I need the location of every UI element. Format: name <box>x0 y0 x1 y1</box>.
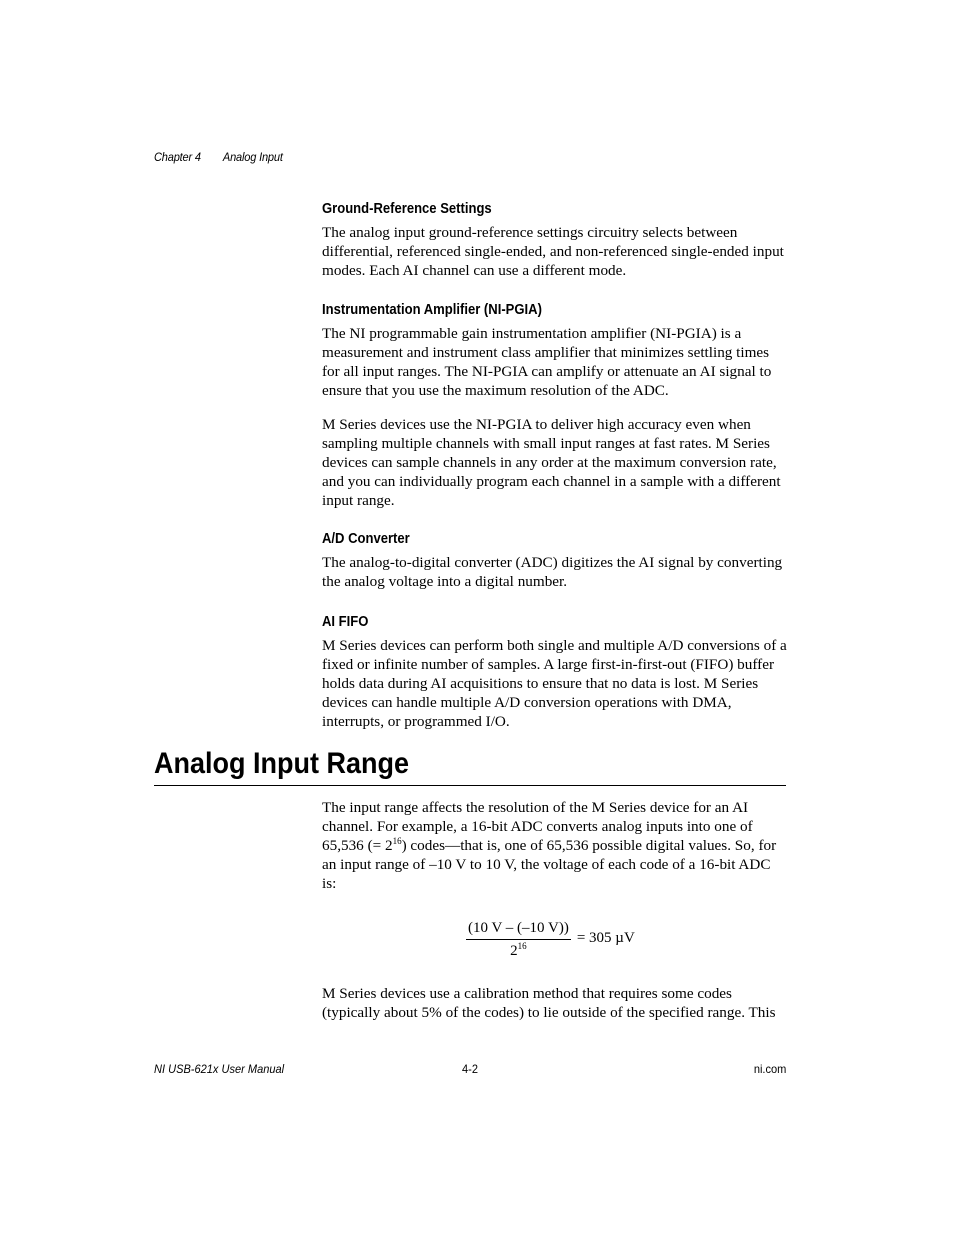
paragraph: M Series devices use a calibration method that requires some codes (typically about 5% of the codes) to lie outside of the specified range. This <box>322 985 776 1021</box>
paragraph: The NI programmable gain instrumentation amplifier (NI-PGIA) is a measurement and instrument class amplifier that minimizes settling times for all input ranges. The NI-PGIA can amplify or attenuate an AI signal to ensure that you use the maximum resolution of the ADC. <box>322 325 772 399</box>
section-heading: A/D Converter <box>322 531 410 547</box>
paragraph: The analog-to-digital converter (ADC) digitizes the AI signal by converting the analog voltage into a digital number. <box>322 554 783 590</box>
section-heading: AI FIFO <box>322 614 369 630</box>
section-title: Analog Input Range <box>154 747 409 780</box>
paragraph <box>322 798 787 893</box>
analog-input-range-body <box>322 798 787 893</box>
denominator-base: 2 <box>510 943 518 959</box>
paragraph: M Series devices can perform both single and multiple A/D conversions of a fixed or infinite number of samples. A large first-in-first-out (FIFO) buffer holds data during AI acquisitions to ensure that no data is lost. M Series devices can handle multiple A/D conversion operations with DMA, interrupts, or programmed I/O. <box>322 637 787 730</box>
paragraph: The analog input ground-reference settings circuitry selects between differential, referenced single-ended, and non-referenced single-ended input modes. Each AI channel can use a different mode. <box>322 224 784 279</box>
equation-result: = 305 µV <box>576 930 635 946</box>
chapter-label: Chapter 4 <box>154 150 201 164</box>
fraction <box>466 919 571 960</box>
denominator-exponent: 16 <box>517 941 527 951</box>
intro-text: The input range affects the resolution of the M Series device for an AI channel. For example, a 16-bit ADC converts analog inputs into one of 65,536 (= 2 <box>322 799 753 854</box>
numerator: (10 V – (–10 V)) <box>466 919 571 940</box>
section-ad-converter <box>322 530 787 591</box>
section-heading: Instrumentation Amplifier (NI-PGIA) <box>322 302 542 318</box>
footer-page-number: 4-2 <box>462 1062 478 1076</box>
section-heading: Ground-Reference Settings <box>322 201 492 217</box>
exponent: 16 <box>392 835 402 846</box>
paragraph: M Series devices use the NI-PGIA to deliver high accuracy even when sampling multiple channels with small input ranges at fast rates. M Series devices can sample channels in any order at the maximum conversion rate, and you can individually program each channel in a sample with a different input range. <box>322 416 781 509</box>
resolution-equation <box>466 919 635 960</box>
denominator <box>510 940 527 960</box>
section-ground-reference <box>322 200 787 280</box>
footer-manual-title: NI USB-621x User Manual <box>154 1062 285 1076</box>
intro-text-continued: ) codes—that is, one of 65,536 possible digital values. So, for an input range of –10 V to 10 V, the voltage of each code of a 16-bit ADC is: <box>322 837 777 892</box>
section-ai-fifo <box>322 613 787 731</box>
running-header <box>154 150 283 164</box>
section-label: Analog Input <box>222 150 283 164</box>
section-instrumentation-amplifier <box>322 301 787 510</box>
footer-website: ni.com <box>753 1062 786 1076</box>
closing-paragraph-block <box>322 984 787 1022</box>
title-rule <box>154 785 786 786</box>
